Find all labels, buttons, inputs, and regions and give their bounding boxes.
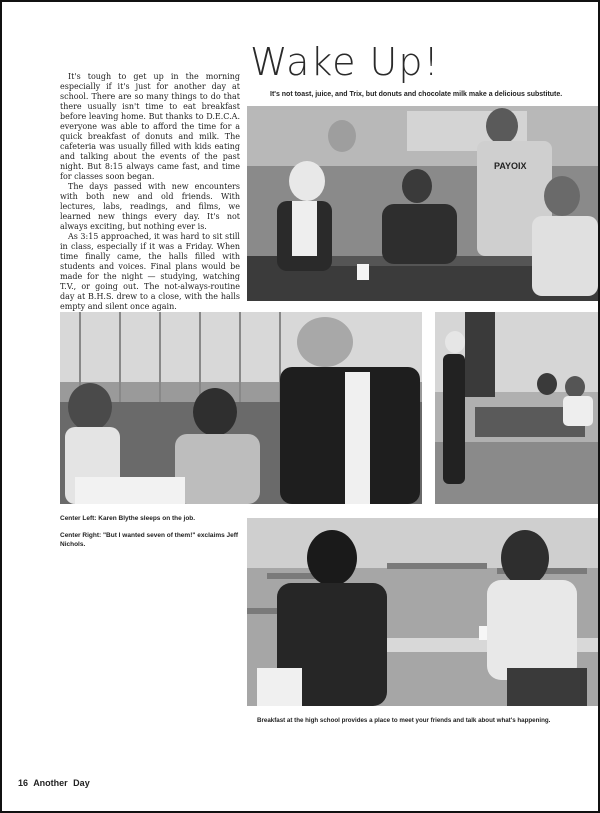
paragraph: As 3:15 approached, it was hard to sit still in class, especially if it was a Friday. When time finally came, the halls filled with students and voices. Final plans would be made for the night — studying, watching T.V., or going out. The not-always-routine day at B.H.S. drew to a close, with the halls empty and silent once again. [60,232,240,311]
caption-bottom: Breakfast at the high school provides a place to meet your friends and talk about what's happening. [257,717,551,724]
photo-cafeteria-breakfast [247,106,598,301]
page-folio [18,778,90,788]
body-copy [60,72,240,312]
top-photo-caption: It's not toast, juice, and Trix, but donuts and chocolate milk make a delicious substitute. [270,91,563,98]
caption-center-left: Center Left: Karen Blythe sleeps on the job. [60,515,196,522]
caption-center-right: Center Right: "But I wanted seven of them!" exclaims Jeff Nichols. [60,532,239,548]
page-title: Wake Up! [250,40,440,84]
paragraph: The days passed with new encounters with both new and old friends. With lectures, labs, readings, and films, we learned new things every day. It's not always exciting, but nothing ever is. [60,182,240,231]
paragraph: It's tough to get up in the morning especially if it's just for another day at school. There are so many things to do that there usually isn't time to eat breakfast before leaving home. But thanks to D.E.C.A. everyone was able to afford the time for a quick breakfast of donuts and milk. The cafeteria was usually filled with kids eating and talking about the events of the past night. But 8:15 always came fast, and time for classes soon began. [60,72,240,181]
page-number: 16 [18,778,29,788]
photo-center-left [60,312,422,504]
photo-center-right [435,312,598,504]
shirt-lettering: PAYOIX [494,161,527,171]
photo-bottom-breakfast [247,518,598,706]
section-name: Another Day [33,778,90,788]
